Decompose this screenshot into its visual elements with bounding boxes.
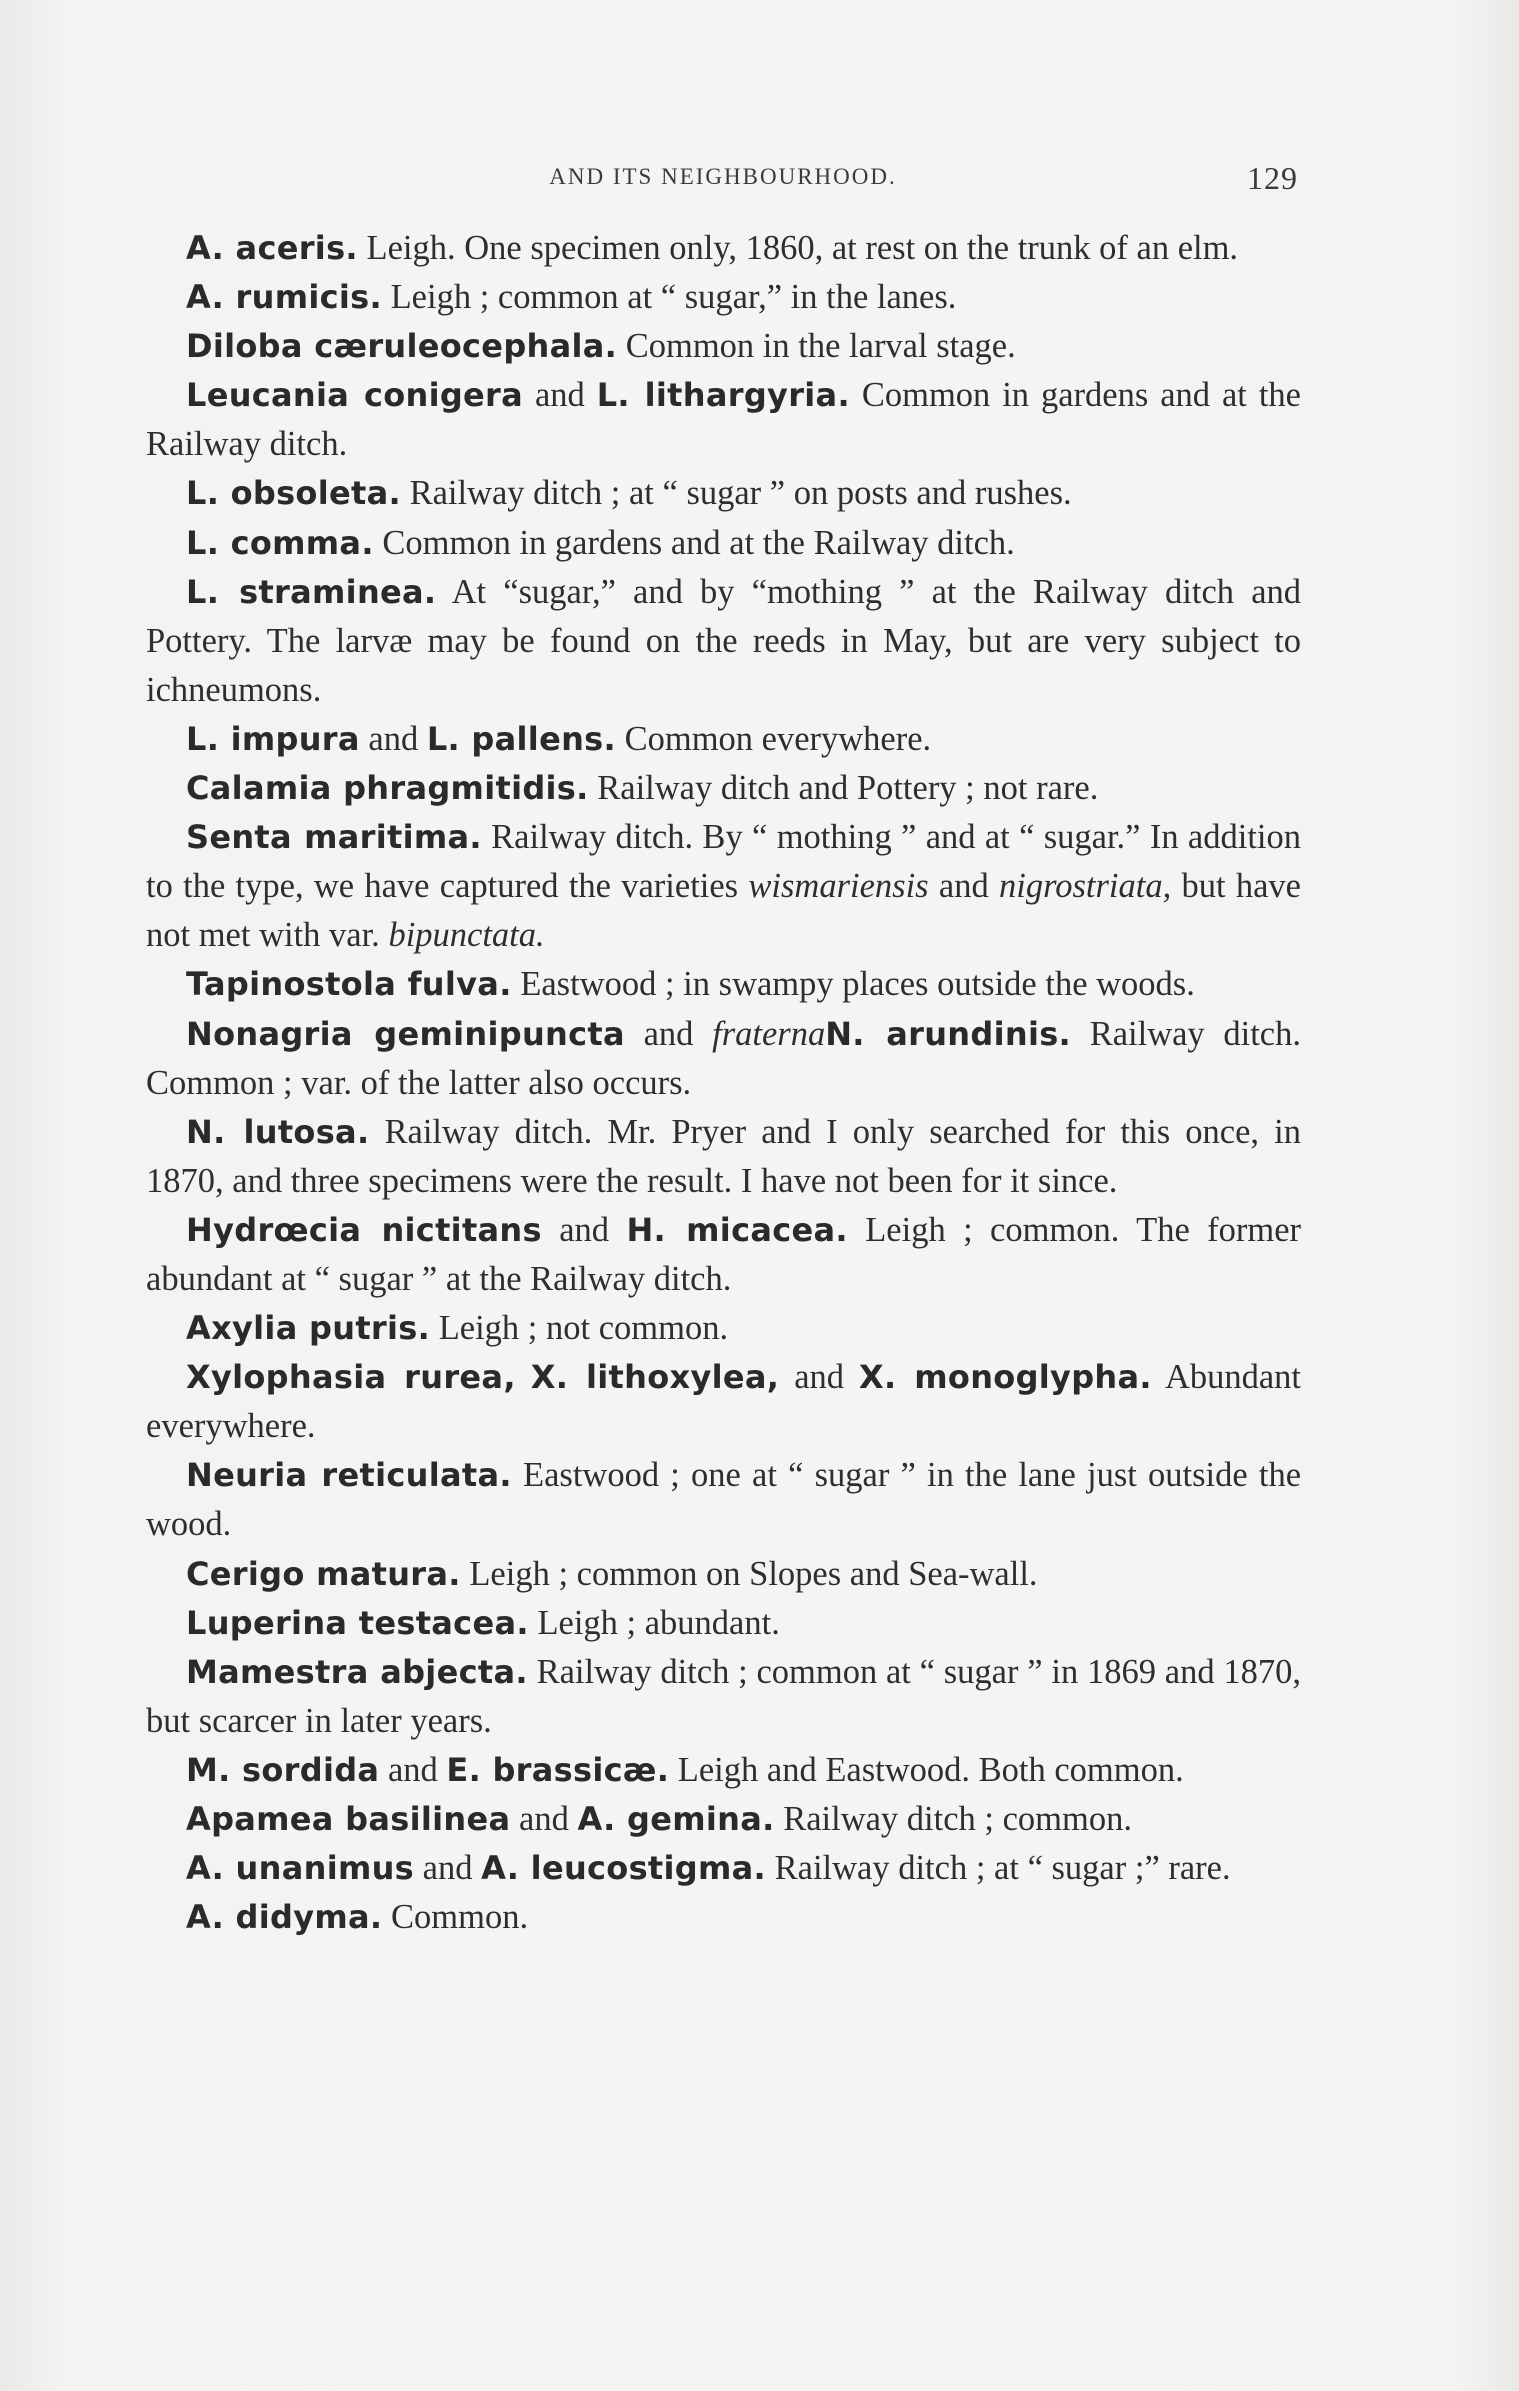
- species-entry: [146, 519, 1301, 568]
- species-entry: [146, 1648, 1301, 1746]
- species-name: Leucania conigera: [186, 376, 524, 415]
- entry-text: Leigh ; common at “ sugar,” in the lanes.: [381, 278, 957, 317]
- entry-text: Eastwood ; one at “ sugar ” in the lane just outside the wood.: [146, 1456, 1302, 1544]
- species-list: [146, 224, 1301, 1942]
- entry-text: Leigh ; abundant.: [528, 1603, 780, 1642]
- species-name: L. lithargyria.: [596, 376, 850, 415]
- entry-text: Railway ditch. By “ mothing ” and at “ sugar.” In addition to the type, we have captured the varieties: [146, 818, 1301, 906]
- entry-text: and: [624, 1014, 713, 1053]
- species-name: E. brassicæ.: [446, 1750, 670, 1789]
- species-entry: [146, 1746, 1301, 1795]
- entry-text: Railway ditch. Mr. Pryer and I only searched for this once, in 1870, and three specimens were the result. I have not been for it since.: [146, 1112, 1302, 1200]
- entry-text: and: [779, 1358, 860, 1397]
- species-name: L. comma.: [186, 523, 374, 562]
- entry-text: and: [379, 1750, 447, 1789]
- entry-text: but have not met with var.: [146, 867, 1301, 955]
- species-entry: [146, 1844, 1301, 1893]
- species-name: Senta maritima.: [186, 818, 482, 857]
- species-name: Luperina testacea.: [186, 1603, 529, 1642]
- page-number: 129: [1247, 160, 1298, 196]
- variety-name: fraterna: [712, 1014, 826, 1053]
- species-name: A. didyma.: [186, 1898, 383, 1937]
- species-name: N. arundinis.: [825, 1014, 1072, 1053]
- entry-text: At “sugar,” and by “mothing ” at the Railway ditch and Pottery. The larvæ may be found on the reeds in May, but are very subject to ichneumons.: [146, 572, 1302, 709]
- species-entry: [146, 1108, 1301, 1206]
- species-entry: [146, 1893, 1301, 1942]
- entry-text: Leigh ; not common.: [430, 1309, 729, 1348]
- entry-text: Eastwood ; in swampy places outside the woods.: [511, 965, 1195, 1004]
- species-entry: [146, 715, 1301, 764]
- species-name: A. unanimus: [186, 1849, 415, 1888]
- entry-text: Abundant everywhere.: [146, 1358, 1302, 1446]
- species-name: Mamestra abjecta.: [186, 1652, 528, 1691]
- entry-text: and: [541, 1210, 627, 1249]
- species-entry: [146, 960, 1301, 1009]
- entry-text: Common.: [382, 1898, 529, 1937]
- species-name: L. straminea.: [186, 572, 437, 611]
- entry-text: Railway ditch and Pottery ; not rare.: [588, 769, 1099, 808]
- species-entry: [146, 469, 1301, 518]
- variety-name: wismariensis: [748, 867, 929, 906]
- running-title: AND ITS NEIGHBOURHOOD.: [549, 164, 897, 189]
- species-entry: [146, 1206, 1301, 1304]
- species-entry: [146, 1010, 1301, 1108]
- entry-text: Common in gardens and at the Railway ditch.: [146, 376, 1301, 464]
- entry-text: Railway ditch ; common at “ sugar ” in 1869 and 1870, but scarcer in later years.: [146, 1652, 1301, 1740]
- entry-text: Leigh. One specimen only, 1860, at rest on the trunk of an elm.: [357, 229, 1239, 267]
- species-name: Nonagria geminipuncta: [186, 1014, 625, 1053]
- species-entry: [146, 1599, 1301, 1648]
- species-name: M. sordida: [186, 1750, 380, 1789]
- entry-text: Common everywhere.: [615, 719, 932, 758]
- species-name: X. monoglypha.: [859, 1358, 1152, 1397]
- species-name: Xylophasia rurea,: [186, 1358, 516, 1397]
- species-entry: [146, 1353, 1301, 1451]
- entry-text: Common in gardens and at the Railway ditch.: [373, 523, 1015, 562]
- entry-text: [516, 1358, 531, 1396]
- species-entry: [146, 764, 1301, 813]
- entry-text: and: [510, 1800, 578, 1838]
- species-entry: [146, 1550, 1301, 1599]
- entry-text: Railway ditch. Common ; var.: [146, 1014, 1301, 1102]
- species-name: Calamia phragmitidis.: [186, 769, 589, 808]
- species-name: A. rumicis.: [186, 278, 382, 317]
- entry-text: Leigh ; common. The former abundant at “ sugar ” at the Railway ditch.: [146, 1210, 1301, 1298]
- species-entry: [146, 568, 1301, 715]
- variety-name: nigrostriata,: [998, 867, 1172, 906]
- species-name: L. impura: [186, 719, 360, 758]
- entry-text: and: [928, 867, 999, 906]
- species-entry: [146, 224, 1301, 273]
- species-name: A. leucostigma.: [481, 1849, 766, 1888]
- species-name: Diloba cæruleocephala.: [186, 327, 618, 366]
- species-name: L. pallens.: [426, 719, 616, 758]
- entry-text: Railway ditch ; at “ sugar ” on posts and rushes.: [400, 474, 1072, 513]
- entry-text: and: [523, 376, 597, 415]
- entry-text: Common in the larval stage.: [617, 327, 1016, 366]
- entry-text: and: [359, 719, 427, 758]
- entry-text: Railway ditch ; at “ sugar ;” rare.: [766, 1849, 1231, 1888]
- variety-name: bipunctata.: [388, 916, 545, 955]
- species-name: Tapinostola fulva.: [186, 965, 512, 1004]
- species-name: Hydrœcia nictitans: [186, 1210, 542, 1249]
- species-name: A. aceris.: [186, 229, 358, 267]
- species-name: X. lithoxylea,: [530, 1358, 780, 1397]
- species-entry: [146, 1304, 1301, 1353]
- entry-text: Leigh and Eastwood. Both common.: [669, 1750, 1184, 1789]
- page-header: [148, 160, 1298, 200]
- species-name: N. lutosa.: [186, 1112, 370, 1151]
- species-entry: [146, 273, 1301, 322]
- species-name: L. obsoleta.: [186, 474, 401, 513]
- entry-text: Leigh ; common on Slopes and Sea-wall.: [460, 1554, 1038, 1593]
- entry-text: and: [414, 1849, 482, 1888]
- species-name: H. micacea.: [626, 1210, 848, 1249]
- species-entry: [146, 813, 1301, 960]
- entry-text: of the latter also occurs.: [360, 1063, 692, 1102]
- species-name: Neuria reticulata.: [186, 1456, 512, 1495]
- species-entry: [146, 322, 1301, 371]
- species-name: Axylia putris.: [186, 1309, 431, 1348]
- species-name: A. gemina.: [577, 1800, 775, 1838]
- species-entry: [146, 371, 1301, 469]
- species-entry: [146, 1795, 1301, 1844]
- entry-text: Railway ditch ; common.: [774, 1800, 1132, 1838]
- species-entry: [146, 1451, 1301, 1549]
- species-name: Cerigo matura.: [186, 1554, 461, 1593]
- species-name: Apamea basilinea: [186, 1800, 511, 1838]
